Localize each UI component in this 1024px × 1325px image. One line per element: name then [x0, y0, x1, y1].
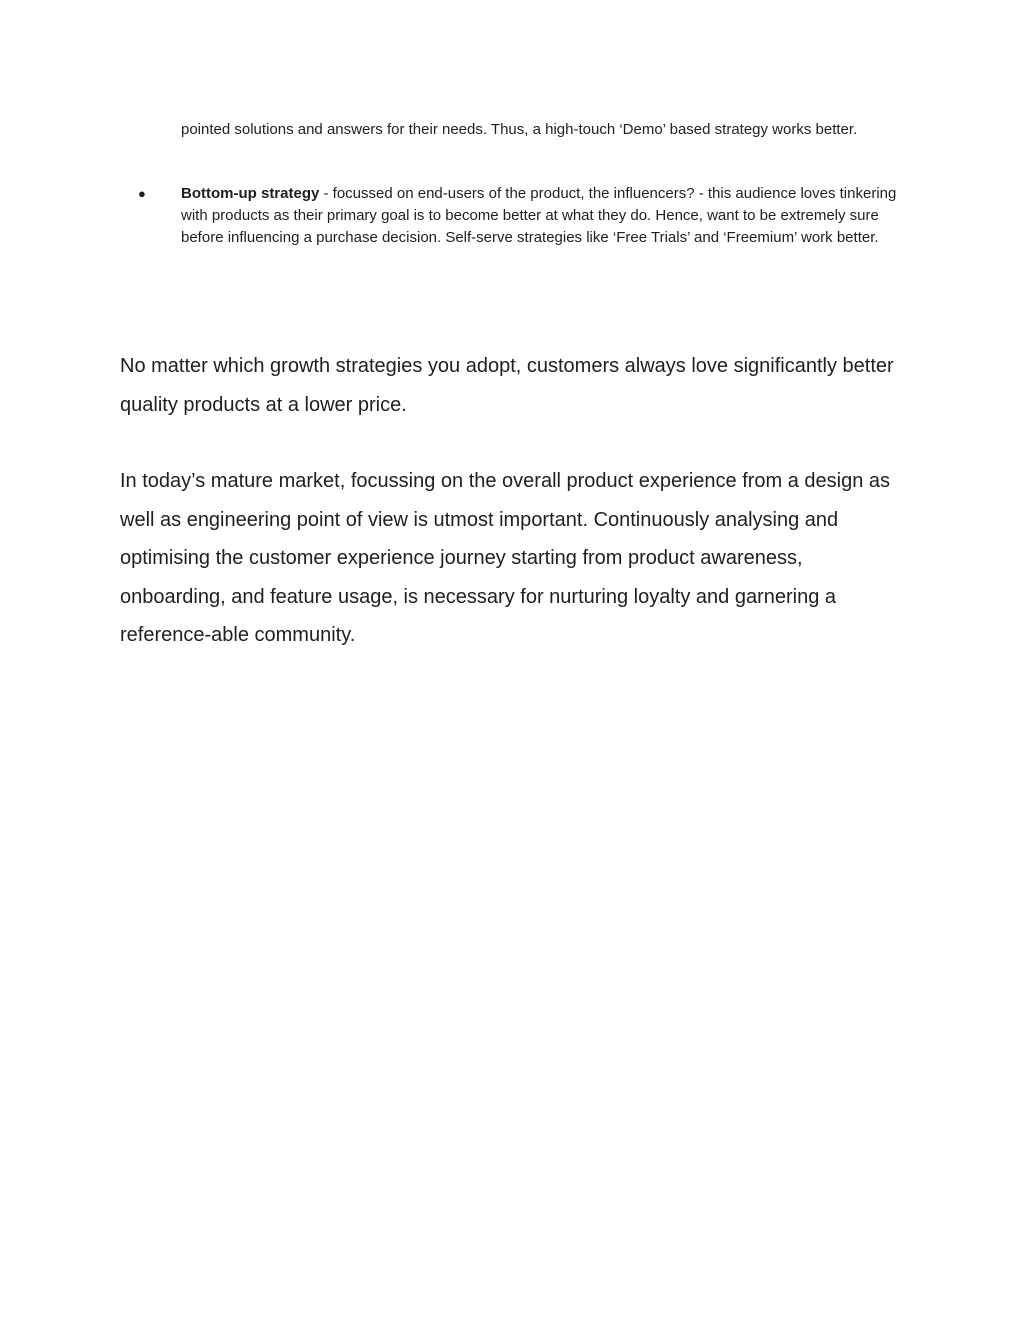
continued-paragraph: pointed solutions and answers for their needs. Thus, a high-touch ‘Demo’ based strategy works better. [181, 121, 858, 138]
list-item [120, 183, 910, 249]
body-paragraph: No matter which growth strategies you adopt, customers always love significantly better quality products at a lower price. [120, 355, 894, 416]
body-paragraph: In today’s mature market, focussing on the overall product experience from a design as well as engineering point of view is utmost important. Continuously analysing and optimising the customer experience journey starting from product awareness, onboarding, and feature usage, is necessary for nurturing loyalty and garnering a reference-able community. [120, 470, 891, 646]
bullet-list [120, 183, 910, 249]
bullet-text: - focussed on end-users of the product, the influencers? - this audience loves tinkering with products as their primary goal is to become better at what they do. Hence, want to be extremely sure before influencing a purchase decision. Self-serve strategies like ‘Free Trials’ and ‘Freemium’ work better. [181, 185, 897, 246]
bullet-icon: ● [138, 186, 146, 201]
bullet-term: Bottom-up strategy [181, 185, 320, 202]
